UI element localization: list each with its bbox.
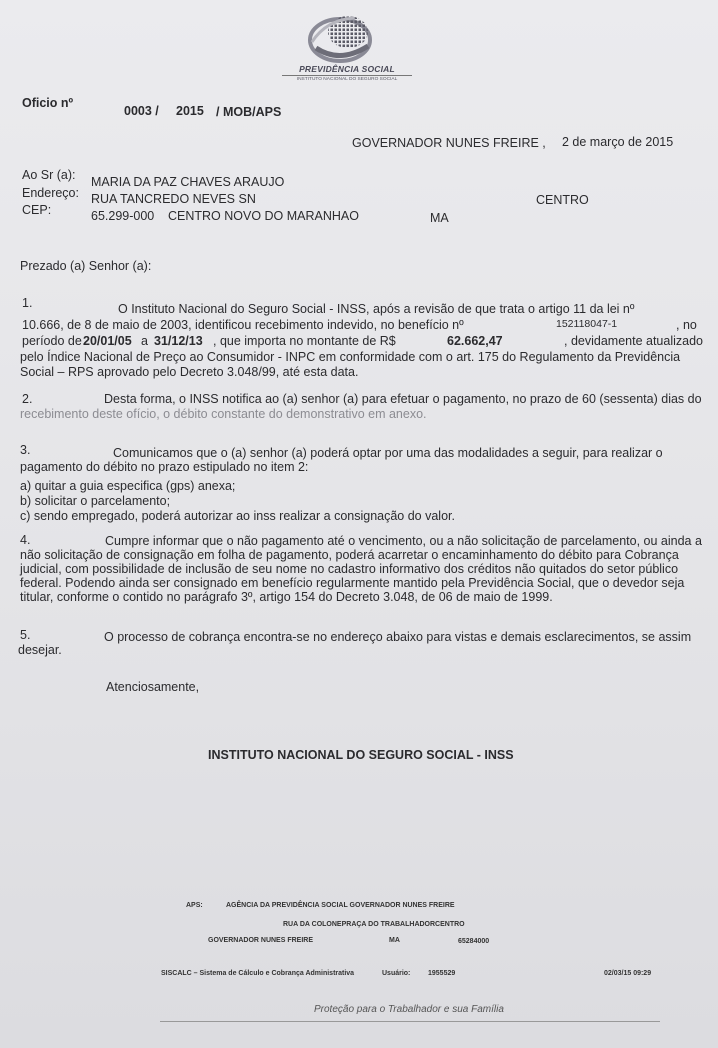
recipient-name: MARIA DA PAZ CHAVES ARAUJO: [91, 175, 285, 189]
footer-slogan: Proteção para o Trabalhador e sua Família: [314, 1004, 504, 1015]
p1-line3-end: , devidamente atualizado: [564, 334, 703, 348]
p2-line2: recebimento deste ofício, o débito constante do demonstrativo em anexo.: [20, 407, 427, 421]
letter-date: 2 de março de 2015: [562, 135, 674, 149]
footer-user-label: Usuário:: [382, 970, 411, 977]
footer-aps-label: APS:: [186, 902, 203, 909]
p4-line4: federal. Podendo ainda ser consignado em benefício regularmente mantido pela Previdência Social, que o devedor seja: [20, 576, 685, 590]
p4-line5: titular, conforme o contido no parágrafo 3º, artigo 154 do Decreto 3.048, de 06 de maio de 1999.: [20, 590, 553, 604]
p5-number: 5.: [20, 628, 31, 642]
footer-user: 1955529: [428, 970, 456, 977]
option-c: c) sendo empregado, poderá autorizar ao inss realizar a consignação do valor.: [20, 509, 455, 523]
p5-line1: O processo de cobrança encontra-se no endereço abaixo para vistas e demais esclarecimentos, se assim: [104, 630, 692, 644]
footer-aps-name: AGÊNCIA DA PREVIDÊNCIA SOCIAL GOVERNADOR NUNES FREIRE: [226, 902, 455, 909]
closing: Atenciosamente,: [106, 680, 200, 694]
debt-amount: 62.662,47: [447, 334, 503, 348]
recipient-address: RUA TANCREDO NEVES SN: [91, 192, 256, 206]
p4-line3: judicial, com possibilidade de inclusão de seu nome no cadastro informativo dos créditos não quitados do setor público: [20, 562, 679, 576]
p3-number: 3.: [20, 443, 31, 457]
p3-line1: Comunicamos que o (a) senhor (a) poderá optar por uma das modalidades a seguir, para realizar o: [113, 446, 663, 460]
footer-street: RUA DA COLONEPRAÇA DO TRABALHADORCENTRO: [283, 921, 465, 928]
p2-number: 2.: [22, 392, 33, 406]
letter-city: GOVERNADOR NUNES FREIRE ,: [352, 136, 546, 150]
footer-state: MA: [389, 937, 400, 944]
p1-line4: pelo Índice Nacional de Preço ao Consumidor - INPC em conformidade com o art. 175 do Regulamento da Previdência: [20, 350, 681, 364]
option-b: b) solicitar o parcelamento;: [20, 494, 171, 508]
oficio-number: 0003 /: [124, 104, 159, 118]
footer-zip: 65284000: [458, 938, 490, 945]
p4-line2: não solicitação de consignação em folha de pagamento, poderá acarretar o encaminhamento do débito para Cobrança: [20, 548, 679, 562]
recipient-city: CENTRO NOVO DO MARANHAO: [168, 209, 359, 223]
p1-amount-label: , que importa no montante de R$: [213, 334, 396, 348]
oficio-unit: / MOB/APS: [216, 105, 282, 119]
previdencia-globe-icon: [282, 12, 412, 64]
p1-number: 1.: [22, 296, 33, 310]
previdencia-logo: [282, 12, 412, 88]
period-from: 20/01/05: [83, 334, 132, 348]
p5-line2: desejar.: [18, 643, 62, 657]
p4-line1: Cumpre informar que o não pagamento até o vencimento, ou a não solicitação de parcelamento, ou ainda a: [105, 534, 702, 548]
logo-brand: PREVIDÊNCIA SOCIAL: [299, 64, 395, 74]
footer-city: GOVERNADOR NUNES FREIRE: [208, 937, 314, 944]
period-to: 31/12/13: [154, 334, 203, 348]
signature: INSTITUTO NACIONAL DO SEGURO SOCIAL - INSS: [208, 748, 514, 762]
period-sep: a: [141, 334, 148, 348]
recipient-label: Ao Sr (a):: [22, 168, 76, 182]
p2-line1: Desta forma, o INSS notifica ao (a) senhor (a) para efetuar o pagamento, no prazo de 60 (sessenta) dias do: [104, 392, 702, 406]
oficio-label: Oficio nº: [22, 96, 74, 110]
greeting: Prezado (a) Senhor (a):: [20, 259, 152, 273]
p1-line2-end: , no: [676, 318, 697, 332]
p1-line1: O Instituto Nacional do Seguro Social - INSS, após a revisão de que trata o artigo 11 da lei nº: [118, 302, 635, 316]
address-label: Endereço:: [22, 186, 79, 200]
footer-datetime: 02/03/15 09:29: [604, 970, 652, 977]
recipient-cep: 65.299-000: [91, 209, 155, 223]
recipient-state: MA: [430, 211, 449, 225]
p3-line2: pagamento do débito no prazo estipulado no item 2:: [20, 460, 309, 474]
p1-line2: 10.666, de 8 de maio de 2003, identificou recebimento indevido, no benefício nº: [22, 318, 464, 332]
benefit-number: 152118047-1: [556, 318, 618, 330]
p1-line5: Social – RPS aprovado pelo Decreto 3.048/99, até esta data.: [20, 365, 359, 379]
logo-subtitle: INSTITUTO NACIONAL DO SEGURO SOCIAL: [282, 75, 412, 82]
option-a: a) quitar a guia especifica (gps) anexa;: [20, 479, 236, 493]
oficio-year: 2015: [176, 104, 204, 118]
footer-system: SISCALC – Sistema de Cálculo e Cobrança Administrativa: [161, 970, 355, 977]
footer-divider: [160, 1021, 660, 1022]
cep-label: CEP:: [22, 203, 52, 217]
p1-period-label: período de: [22, 334, 82, 348]
recipient-district: CENTRO: [536, 193, 589, 207]
p4-number: 4.: [20, 533, 31, 547]
